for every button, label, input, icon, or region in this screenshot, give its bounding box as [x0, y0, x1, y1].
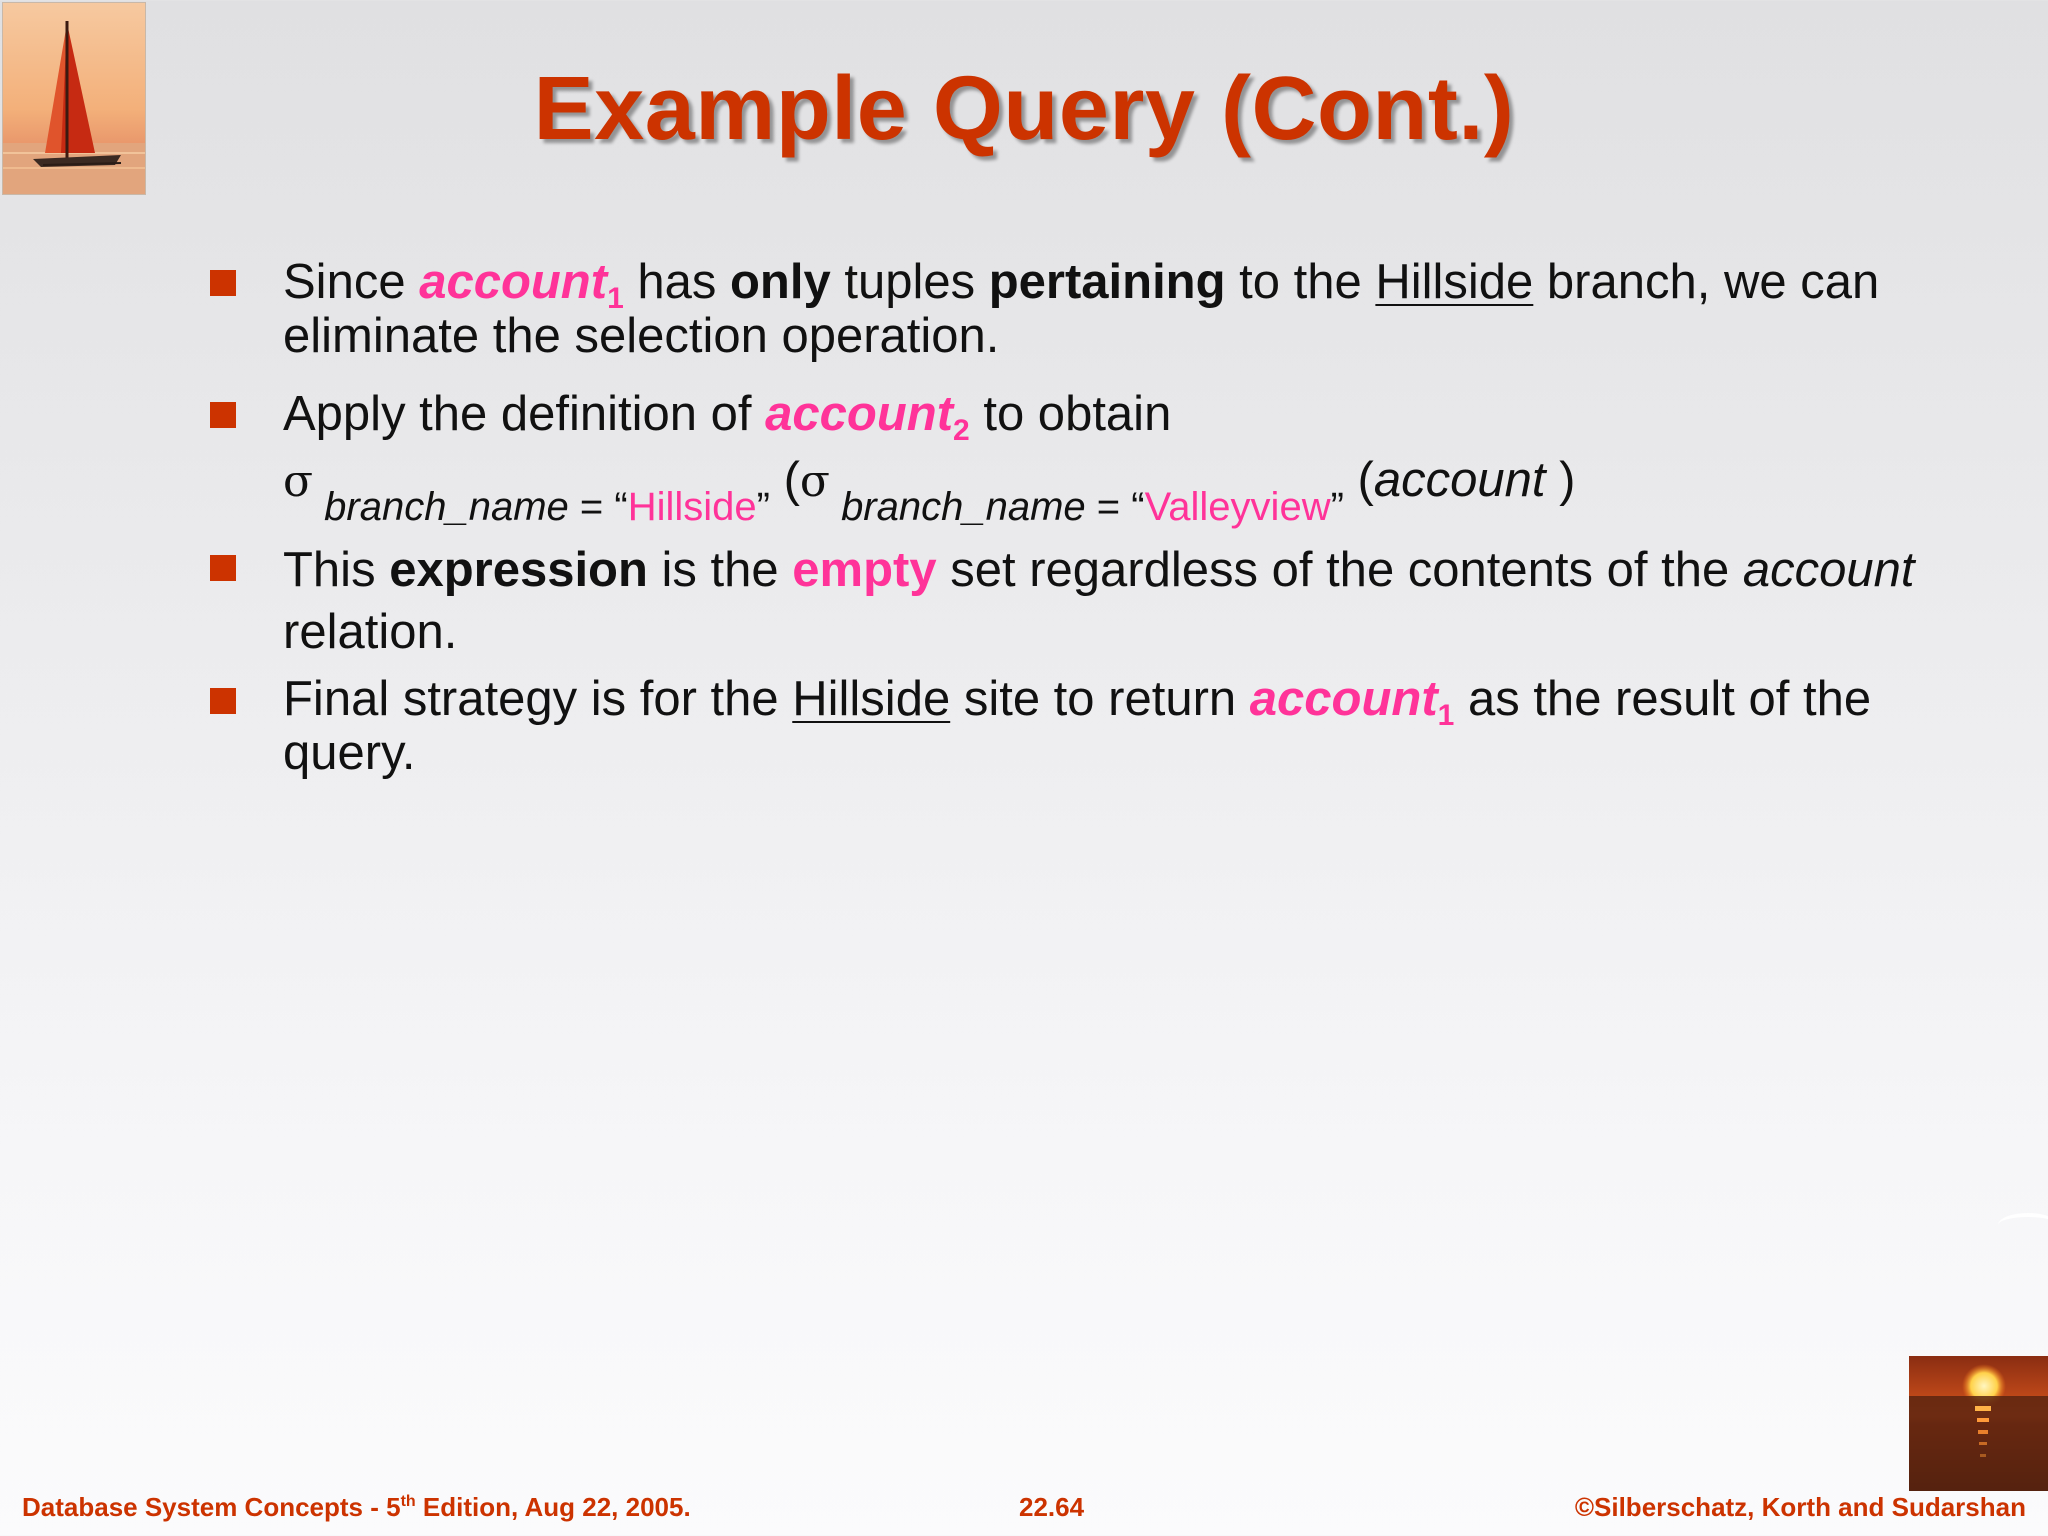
decorative-swoosh	[1998, 1213, 2048, 1237]
bullet-square-icon	[210, 688, 236, 714]
selection-expression: σ $_{branch\_name = “Hillside”}$ (σ $_{branch\_name = “Valleyview”}$ (account )	[283, 453, 1576, 529]
hillside-term: Hillside	[792, 672, 951, 726]
bullet-square-icon	[210, 555, 236, 581]
footer-copyright: ©Silberschatz, Korth and Sudarshan	[1574, 1492, 2026, 1522]
account1-term: account	[1249, 672, 1438, 726]
page-title: Example Query (Cont.)	[533, 59, 1515, 159]
empty-term: empty	[792, 543, 937, 597]
bullet-square-icon	[210, 402, 236, 428]
account1-term: account	[419, 255, 608, 309]
footer-book-title: Database System Concepts - 5th Edition, Aug 22, 2005.	[22, 1492, 691, 1522]
bullet-text-1: Since account$_1$ has only tuples pertaining to the Hillside branch, we can eliminate the selection operation.	[283, 255, 1880, 363]
footer-page-number: 22.64	[1019, 1492, 1085, 1522]
bullet-square-icon	[210, 270, 236, 296]
sunset-logo-icon	[1909, 1356, 2048, 1491]
account2-term: account	[765, 387, 954, 441]
hillside-term: Hillside	[1375, 255, 1534, 309]
bullet-text-3: This expression is the empty set regardless of the contents of the account relation.	[283, 543, 1915, 659]
bullet-text-2: Apply the definition of account$_2$ to obtain	[283, 387, 1172, 447]
bullet-text-4: Final strategy is for the Hillside site to return account$_1$ as the result of the query.	[283, 672, 1872, 780]
